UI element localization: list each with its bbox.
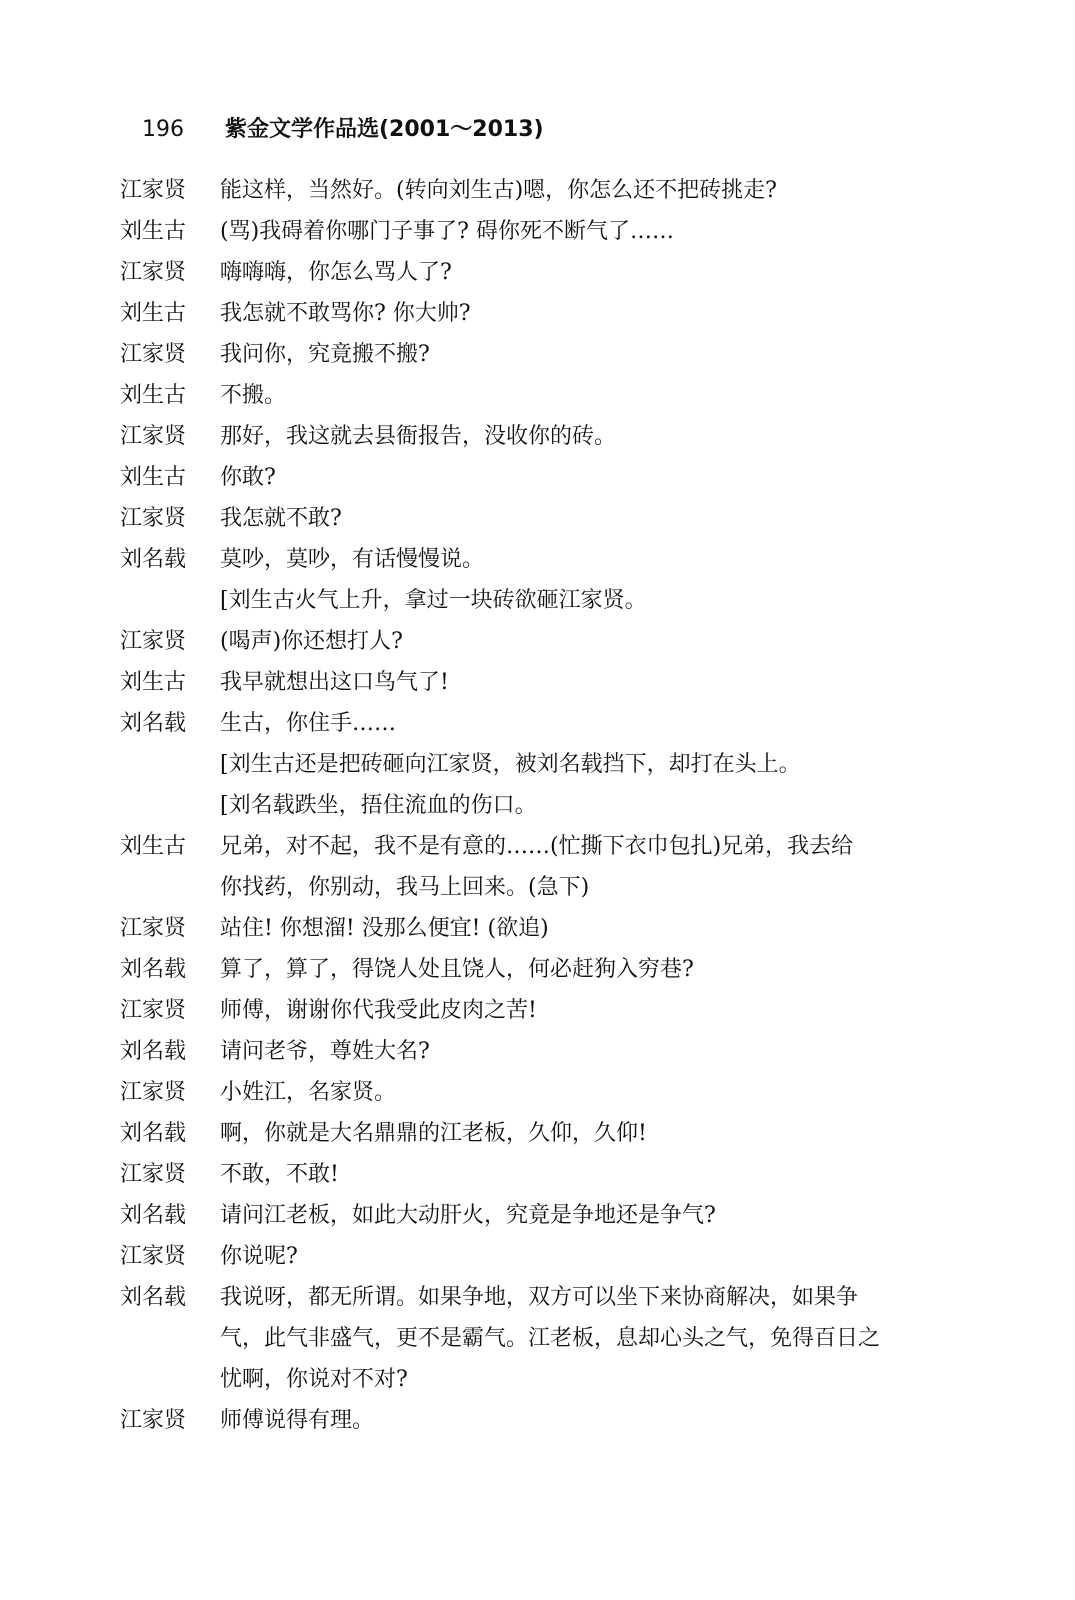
dialogue-text: 你说呢?: [220, 1244, 298, 1269]
dialogue-text: 小姓江，名家贤。: [220, 1080, 397, 1105]
book-title: 紫金文学作品选(2001～2013): [225, 117, 544, 142]
speaker-name: 刘名载: [120, 547, 187, 572]
speaker-name: 刘生古: [120, 465, 187, 490]
dialogue-line: [120, 621, 930, 662]
dialogue-continuation: [120, 1359, 930, 1400]
speaker-name: 刘生古: [120, 219, 187, 244]
speaker-name: 江家贤: [120, 506, 187, 531]
speaker-name: 江家贤: [120, 424, 187, 449]
dialogue-line: [120, 1031, 930, 1072]
speaker-name: 江家贤: [120, 1408, 187, 1433]
dialogue-line: [120, 539, 930, 580]
speaker-name: 刘名载: [120, 1285, 187, 1310]
dialogue-line: [120, 1154, 930, 1195]
dialogue-text: 算了，算了，得饶人处且饶人，何必赶狗入穷巷?: [220, 957, 694, 982]
dialogue-line: [120, 211, 930, 252]
dialogue-line: [120, 990, 930, 1031]
dialogue-text: 不敢，不敢!: [220, 1162, 339, 1187]
stage-direction: [刘生古火气上升，拿过一块砖欲砸江家贤。: [220, 588, 647, 613]
dialogue-text: 忧啊，你说对不对?: [220, 1367, 408, 1392]
speaker-name: 刘生古: [120, 670, 187, 695]
dialogue-text: 啊，你就是大名鼎鼎的江老板，久仰，久仰!: [220, 1121, 647, 1146]
speaker-name: 江家贤: [120, 178, 187, 203]
dialogue-line: [120, 498, 930, 539]
dialogue-text: 你敢?: [220, 465, 276, 490]
speaker-name: 江家贤: [120, 342, 187, 367]
dialogue-line: [120, 1195, 930, 1236]
speaker-name: 刘生古: [120, 301, 187, 326]
dialogue-text: (骂)我碍着你哪门子事了? 碍你死不断气了……: [220, 219, 674, 244]
dialogue-text: 师傅说得有理。: [220, 1408, 375, 1433]
dialogue-text: 我怎就不敢骂你? 你大帅?: [220, 301, 471, 326]
dialogue-line: [120, 662, 930, 703]
dialogue-line: [120, 1400, 930, 1441]
speaker-name: 刘生古: [120, 383, 187, 408]
speaker-spacer: [120, 867, 220, 908]
dialogue-line: [120, 1072, 930, 1113]
dialogue-continuation: [120, 1318, 930, 1359]
speaker-name: 江家贤: [120, 916, 187, 941]
dialogue-line: [120, 908, 930, 949]
speaker-name: 江家贤: [120, 1244, 187, 1269]
dialogue-line: [120, 252, 930, 293]
stage-direction: [刘生古还是把砖砸向江家贤，被刘名载挡下，却打在头上。: [220, 752, 801, 777]
dialogue-text: 嗨嗨嗨，你怎么骂人了?: [220, 260, 452, 285]
stage-direction: [刘名载跌坐，捂住流血的伤口。: [220, 793, 537, 818]
dialogue-text: 莫吵，莫吵，有话慢慢说。: [220, 547, 485, 572]
dialogue-line: [120, 293, 930, 334]
page-number: 196: [142, 117, 184, 142]
speaker-name: 江家贤: [120, 1080, 187, 1105]
dialogue-text: (喝声)你还想打人?: [220, 629, 403, 654]
speaker-name: 江家贤: [120, 998, 187, 1023]
dialogue-line: [120, 949, 930, 990]
dialogue-line: [120, 1113, 930, 1154]
speaker-name: 刘名载: [120, 1203, 187, 1228]
dialogue-text: 兄弟，对不起，我不是有意的……(忙撕下衣巾包扎)兄弟，我去给: [220, 834, 854, 859]
dialogue-line: [120, 1236, 930, 1277]
dialogue-text: 请问老爷，尊姓大名?: [220, 1039, 430, 1064]
dialogue-text: 我问你，究竟搬不搬?: [220, 342, 430, 367]
dialogue-text: 师傅，谢谢你代我受此皮肉之苦!: [220, 998, 537, 1023]
dialogue-line: [120, 375, 930, 416]
dialogue-text: 你找药，你别动，我马上回来。(急下): [220, 875, 590, 900]
speaker-spacer: [120, 1318, 220, 1359]
dialogue-line: [120, 826, 930, 867]
speaker-name: 刘名载: [120, 711, 187, 736]
dialogue-text: 请问江老板，如此大动肝火，究竟是争地还是争气?: [220, 1203, 716, 1228]
page-header: [142, 112, 544, 148]
speaker-name: 江家贤: [120, 260, 187, 285]
dialogue-line: [120, 703, 930, 744]
dialogue-text: 气，此气非盛气，更不是霸气。江老板，息却心头之气，免得百日之: [220, 1326, 881, 1351]
dialogue-text: 我怎就不敢?: [220, 506, 342, 531]
speaker-name: 刘名载: [120, 957, 187, 982]
speaker-name: 江家贤: [120, 629, 187, 654]
dialogue-continuation: [120, 867, 930, 908]
dialogue-text: 能这样，当然好。(转向刘生古)嗯，你怎么还不把砖挑走?: [220, 178, 777, 203]
dialogue-text: 站住! 你想溜! 没那么便宜! (欲追): [220, 916, 549, 941]
dialogue-line: [120, 416, 930, 457]
script-body: [120, 170, 930, 1441]
speaker-name: 刘名载: [120, 1039, 187, 1064]
dialogue-text: 那好，我这就去县衙报告，没收你的砖。: [220, 424, 617, 449]
dialogue-text: 不搬。: [220, 383, 287, 408]
speaker-name: 江家贤: [120, 1162, 187, 1187]
dialogue-text: 我说呀，都无所谓。如果争地，双方可以坐下来协商解决，如果争: [220, 1285, 859, 1310]
speaker-name: 刘名载: [120, 1121, 187, 1146]
dialogue-line: [120, 457, 930, 498]
dialogue-line: [120, 1277, 930, 1318]
dialogue-line: [120, 334, 930, 375]
dialogue-text: 我早就想出这口鸟气了!: [220, 670, 449, 695]
dialogue-line: [120, 170, 930, 211]
speaker-name: 刘生古: [120, 834, 187, 859]
speaker-spacer: [120, 1359, 220, 1400]
dialogue-text: 生古，你住手……: [220, 711, 397, 736]
